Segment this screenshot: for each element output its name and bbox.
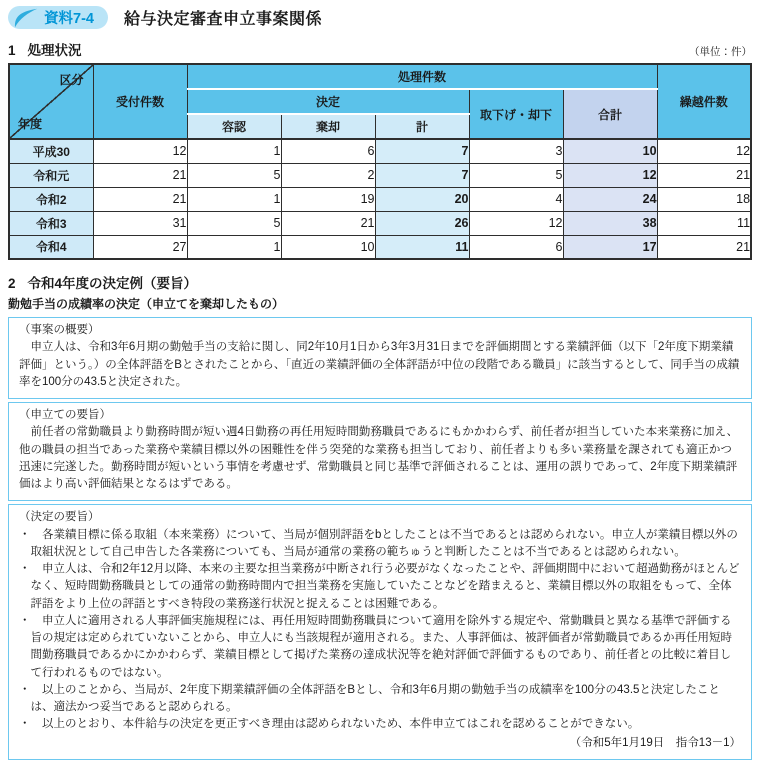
year-cell: 令和元 <box>9 163 93 187</box>
appeal-summary-box <box>8 402 752 501</box>
year-cell: 令和4 <box>9 235 93 259</box>
subtotal-cell: 7 <box>375 139 469 163</box>
section1-number: 1 <box>8 43 16 58</box>
box-paragraph: 申立人は、令和3年6月期の勤勉手当の支給に関し、同2年10月1日から3年3月31日までを評価期間とする業績評価（以下「2年度下期業績評価」という。）の全体評語をBとされたことから、「直近の業績評価の全体評語が中位の段階である職員」に該当するとして、同手当の成績率を100分の43.5と決定された。 <box>19 341 740 388</box>
rejected-cell: 21 <box>281 211 375 235</box>
bullet-item <box>19 527 741 562</box>
doc-header <box>8 6 752 29</box>
table-row <box>9 187 751 211</box>
decision-date-line: （令和5年1月19日 指令13－1） <box>569 736 741 749</box>
document-page <box>8 6 752 760</box>
rejected-cell: 19 <box>281 187 375 211</box>
rejected-cell: 10 <box>281 235 375 259</box>
received-cell: 31 <box>93 211 187 235</box>
year-cell: 令和2 <box>9 187 93 211</box>
col-header-subtotal: 計 <box>375 114 469 139</box>
section1-heading <box>8 39 82 59</box>
bullet-marker: ・ <box>19 718 42 731</box>
carried-cell: 21 <box>657 235 751 259</box>
received-cell: 21 <box>93 163 187 187</box>
received-cell: 21 <box>93 187 187 211</box>
corner-label-category: 区分 <box>59 73 84 87</box>
withdrawn-cell: 3 <box>469 139 563 163</box>
table-row <box>9 163 751 187</box>
total-cell: 17 <box>563 235 657 259</box>
subtotal-cell: 20 <box>375 187 469 211</box>
total-cell: 38 <box>563 211 657 235</box>
total-cell: 10 <box>563 139 657 163</box>
case-overview-box <box>8 317 752 399</box>
bullet-item <box>19 561 741 613</box>
received-cell: 27 <box>93 235 187 259</box>
bullet-marker: ・ <box>19 683 42 696</box>
bullet-marker: ・ <box>19 528 42 541</box>
corner-cell <box>9 64 93 139</box>
section1-heading-row <box>8 39 752 59</box>
col-header-decision: 決定 <box>187 89 469 114</box>
col-header-accepted: 容認 <box>187 114 281 139</box>
accepted-cell: 5 <box>187 211 281 235</box>
unit-note: （単位：件） <box>689 46 752 58</box>
subtotal-cell: 26 <box>375 211 469 235</box>
subtotal-cell: 7 <box>375 163 469 187</box>
carried-cell: 11 <box>657 211 751 235</box>
reference-badge <box>8 6 108 29</box>
table-row <box>9 211 751 235</box>
carried-cell: 18 <box>657 187 751 211</box>
bullet-text: 以上のことから、当局が、2年度下期業績評価の全体評語をBとし、令和3年6月期の勤勉手当の成績率を100分の43.5と決定したことは、適法かつ妥当であると認められる。 <box>30 683 720 713</box>
bullet-text: 以上のとおり、本件給与の決定を更正すべき理由は認められないため、本件申立てはこれを認めることができない。 <box>42 718 640 731</box>
bullet-marker: ・ <box>19 563 42 575</box>
section1-title: 処理状況 <box>27 43 82 58</box>
box-label: （申立ての要旨） <box>19 409 111 421</box>
corner-label-year: 年度 <box>18 117 43 131</box>
accepted-cell: 1 <box>187 235 281 259</box>
bullet-item <box>19 682 741 717</box>
year-cell: 令和3 <box>9 211 93 235</box>
table-row <box>9 235 751 259</box>
decision-bullet-list <box>19 527 741 734</box>
bullet-item <box>19 613 741 682</box>
rejected-cell: 6 <box>281 139 375 163</box>
bullet-item <box>19 716 741 733</box>
received-cell: 12 <box>93 139 187 163</box>
table-header <box>9 64 751 139</box>
table-row <box>9 139 751 163</box>
carried-cell: 12 <box>657 139 751 163</box>
subtotal-cell: 11 <box>375 235 469 259</box>
accepted-cell: 1 <box>187 187 281 211</box>
withdrawn-cell: 6 <box>469 235 563 259</box>
col-header-total: 合計 <box>563 89 657 139</box>
decision-summary-box <box>8 504 752 760</box>
col-header-withdrawn: 取下げ・却下 <box>469 89 563 139</box>
col-header-rejected: 棄却 <box>281 114 375 139</box>
bullet-text: 申立人に適用される人事評価実施規程には、再任用短時間勤務職員について適用を除外する規定や、常勤職員と異なる基準で評価する旨の規定は定められていないことから、申立人にも当該規程が適用される。また、人事評価は、被評価者が常勤職員であるか再任用短時間勤務職員であるかにかかわらず、業績目標として掲げた業務の達成状況等を絶対評価で評価するものであり、前任者との比較に着目して行われるものではない。 <box>30 614 732 679</box>
box-label: （事案の概要） <box>19 324 100 336</box>
total-cell: 12 <box>563 163 657 187</box>
bullet-marker: ・ <box>19 614 42 627</box>
withdrawn-cell: 5 <box>469 163 563 187</box>
page-title: 給与決定審査申立事案関係 <box>123 11 322 28</box>
section2-heading <box>8 272 752 292</box>
withdrawn-cell: 12 <box>469 211 563 235</box>
accepted-cell: 1 <box>187 139 281 163</box>
section2-subheading: 勤勉手当の成績率の決定（申立てを棄却したもの） <box>8 297 285 311</box>
col-header-processed: 処理件数 <box>187 64 657 89</box>
col-header-carried: 繰越件数 <box>657 64 751 139</box>
section2-number: 2 <box>8 276 16 291</box>
accepted-cell: 5 <box>187 163 281 187</box>
box-paragraph: 前任者の常勤職員より勤務時間が短い週4日勤務の再任用短時間勤務職員であるにもかかわらず、前任者が担当していた本来業務に加え、他の職員の担当であった業務や業績目標以外の困難性を伴う突発的な業務も担当しており、前任者よりも多い業務量を課されても適正かつ迅速に完遂した。勤務時間が短いという事情を考慮せず、常勤職員と同じ基準で評価されることは、運用の誤りであって、2年度下期業績評価はより高い評価結果となるはずである。 <box>19 426 739 490</box>
badge-label: 資料7-4 <box>44 11 94 27</box>
year-cell: 平成30 <box>9 139 93 163</box>
bullet-text: 申立人は、令和2年12月以降、本来の主要な担当業務が中断され行う必要がなくなったことや、評価期間中において超過勤務がほとんどなく、短時間勤務職員としての通常の勤務時間内で担当業務を実施していたことなどを踏まえると、業績目標以外の取組をもって、全体評語をより上位の評語とすべき特段の業務遂行状況と捉えることは困難である。 <box>30 563 740 610</box>
section2-title: 令和4年度の決定例（要旨） <box>27 276 198 291</box>
withdrawn-cell: 4 <box>469 187 563 211</box>
bullet-text: 各業績目標に係る取組（本来業務）について、当局が個別評語をbとしたことは不当であるとは認められない。申立人が業績目標以外の取組状況として自己申告した各業務についても、当局が通常の業務の範ちゅうと判断したことは不当であるとは認められない。 <box>30 528 738 558</box>
swoosh-icon <box>11 8 39 28</box>
total-cell: 24 <box>563 187 657 211</box>
box-label: （決定の要旨） <box>19 511 100 524</box>
carried-cell: 21 <box>657 163 751 187</box>
col-header-received: 受付件数 <box>93 64 187 139</box>
rejected-cell: 2 <box>281 163 375 187</box>
processing-status-table <box>8 63 752 260</box>
